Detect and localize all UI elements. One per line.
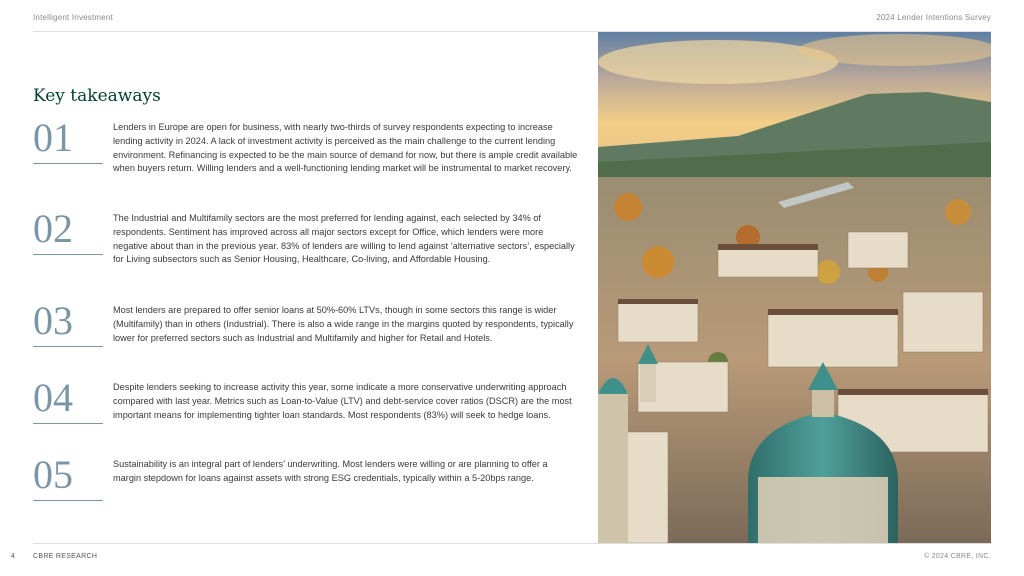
takeaway-number: 05: [33, 452, 73, 497]
footer-left: CBRE RESEARCH: [33, 553, 98, 560]
cathedral-drum: [758, 477, 888, 543]
footer-divider: [33, 543, 991, 544]
takeaway-number-underline: [33, 423, 103, 424]
small-tower: [640, 362, 656, 402]
takeaway-number: 03: [33, 298, 73, 343]
takeaway-text: Lenders in Europe are open for business, with nearly two-thirds of survey respondents expecting to increase lending activity in 2024. A lack of investment activity is perceived as the main challenge to the current lending environment. Refinancing is expected to be the main source of demand for now, but there is ample credit available when buyers return. Willing lenders and a well-functioning lending market will be instrumental to market recovery.: [113, 122, 578, 174]
page-number: 4: [11, 553, 15, 560]
header-left: Intelligent Investment: [33, 13, 113, 22]
page-title: Key takeaways: [33, 86, 161, 106]
city-photo: [598, 32, 991, 543]
header-right: 2024 Lender Intentions Survey: [876, 13, 991, 22]
takeaway-number-underline: [33, 254, 103, 255]
takeaway-number-underline: [33, 500, 103, 501]
cloud: [798, 34, 991, 66]
takeaway-text: Despite lenders seeking to increase activity this year, some indicate a more conservative underwriting approach compared with last year. Metrics such as Loan-to-Value (LTV) and debt-service cover ratios (DSCR) are the most important means for implementing tighter loan standards. Most respondents (83%) will seek to hedge loans.: [113, 382, 572, 420]
takeaway-number-underline: [33, 163, 103, 164]
takeaway-text: The Industrial and Multifamily sectors are the most preferred for lending against, each selected by 34% of respondents. Sentiment has improved across all major sectors except for Office, which lenders were more negative about than in the previous year. 83% of lenders are willing to lend against ‘alternative sectors’, especially for Living subsectors such as Senior Housing, Healthcare, Co-living, and Affordable Housing.: [113, 213, 575, 265]
footer-right: © 2024 CBRE, INC.: [923, 553, 991, 560]
takeaway-number: 04: [33, 375, 73, 420]
takeaway-number-underline: [33, 346, 103, 347]
takeaway-number: 01: [33, 115, 73, 160]
takeaway-number: 02: [33, 206, 73, 251]
takeaway-text: Most lenders are prepared to offer senior loans at 50%-60% LTVs, though in some sectors this range is wider (Multifamily) than in others (Industrial). There is also a wide range in the margins quoted by respondents, typically lower for preferred sectors such as Industrial and Multifamily and higher for Retail and Hotels.: [113, 305, 574, 343]
cathedral-lantern: [812, 387, 834, 417]
takeaway-text: Sustainability is an integral part of lenders’ underwriting. Most lenders were willing or are planning to offer a margin stepdown for loans against assets with strong ESG credentials, typically within a 5-20bps range.: [113, 459, 548, 483]
left-tower: [598, 392, 628, 543]
